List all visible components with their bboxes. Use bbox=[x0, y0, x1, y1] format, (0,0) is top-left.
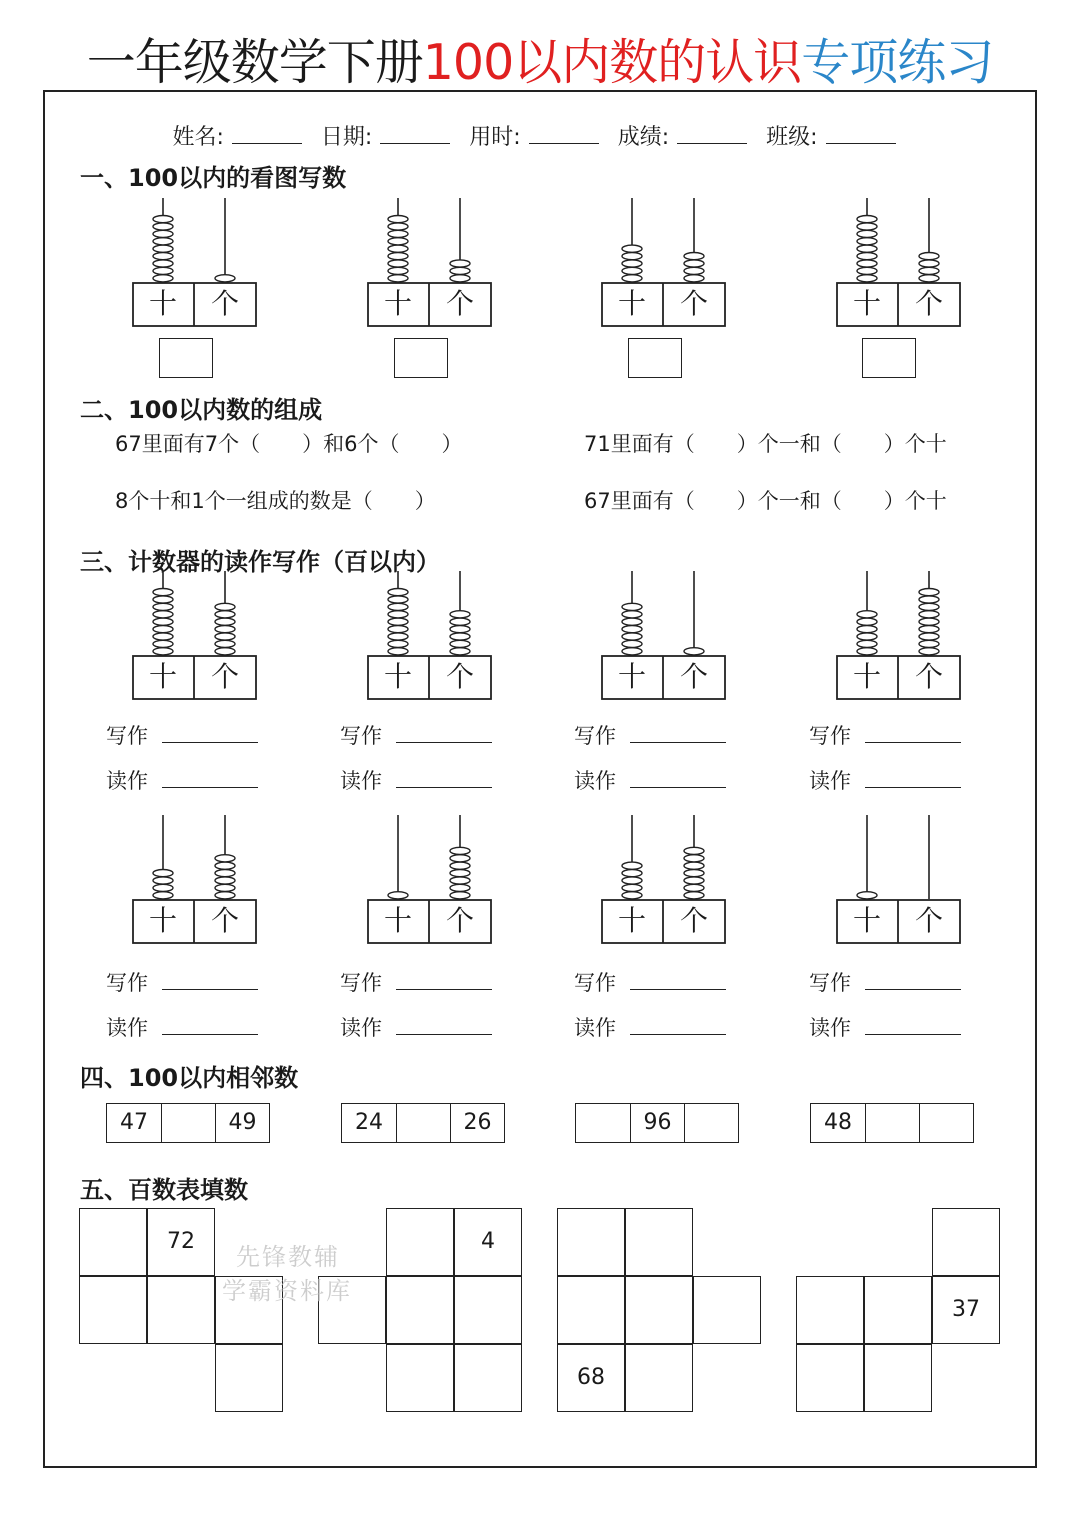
read-field bbox=[340, 1012, 492, 1042]
tens-bead bbox=[388, 633, 408, 640]
ones-bead bbox=[450, 275, 470, 282]
grid-cell[interactable] bbox=[796, 1344, 864, 1412]
write-field bbox=[106, 720, 258, 750]
ones-label: 个 bbox=[679, 660, 708, 693]
grid-cell-given: 68 bbox=[557, 1344, 625, 1412]
watermark bbox=[222, 1240, 352, 1308]
ones-bead bbox=[450, 260, 470, 267]
grid-cell[interactable] bbox=[454, 1344, 522, 1412]
tens-bead bbox=[153, 596, 173, 603]
neighbor-cell: 96 bbox=[630, 1104, 684, 1142]
tens-bead bbox=[622, 870, 642, 877]
composition-question-1: 67里面有7个（ ）和6个（ ） bbox=[115, 432, 463, 456]
tens-bead bbox=[622, 633, 642, 640]
tens-label: 十 bbox=[148, 287, 177, 320]
neighbor-group-3 bbox=[575, 1103, 739, 1143]
composition-question-3: 8个十和1个一组成的数是（ ） bbox=[115, 489, 436, 513]
write-label: 写作 bbox=[574, 971, 616, 995]
tens-bead bbox=[153, 223, 173, 230]
ones-label: 个 bbox=[210, 904, 239, 937]
ones-bead bbox=[684, 855, 704, 862]
tens-bead bbox=[153, 589, 173, 596]
write-answer-line[interactable] bbox=[396, 726, 492, 743]
tens-bead bbox=[388, 648, 408, 655]
read-field bbox=[809, 765, 961, 795]
tens-bead bbox=[153, 626, 173, 633]
tens-bead bbox=[153, 238, 173, 245]
tens-bead bbox=[622, 253, 642, 260]
grid-cell-given: 37 bbox=[932, 1276, 1000, 1344]
grid-cell-given: 72 bbox=[147, 1208, 215, 1276]
read-label: 读作 bbox=[574, 769, 616, 793]
tens-bead bbox=[388, 611, 408, 618]
read-answer-line[interactable] bbox=[865, 771, 961, 788]
tens-bead bbox=[388, 603, 408, 610]
title-part-practice: 专项练习 bbox=[801, 34, 994, 91]
tens-bead bbox=[153, 884, 173, 891]
ones-bead bbox=[215, 618, 235, 625]
grid-cell[interactable] bbox=[557, 1276, 625, 1344]
ones-bead bbox=[215, 611, 235, 618]
answer-box-4[interactable] bbox=[862, 338, 916, 378]
tens-bead bbox=[388, 589, 408, 596]
tens-bead bbox=[857, 275, 877, 282]
ones-bead bbox=[450, 862, 470, 869]
write-field bbox=[809, 967, 961, 997]
write-answer-line[interactable] bbox=[162, 973, 258, 990]
write-label: 写作 bbox=[340, 724, 382, 748]
answer-box-1[interactable] bbox=[159, 338, 213, 378]
tens-label: 十 bbox=[148, 660, 177, 693]
ones-bead bbox=[215, 626, 235, 633]
date-label: 日期: bbox=[320, 125, 373, 150]
grid-cell[interactable] bbox=[215, 1344, 283, 1412]
ones-bead bbox=[450, 855, 470, 862]
grid-cell[interactable] bbox=[557, 1208, 625, 1276]
composition-question-2: 71里面有（ ）个一和（ ）个十 bbox=[584, 432, 947, 456]
ones-label: 个 bbox=[914, 660, 943, 693]
watermark-line-1: 先锋教辅 bbox=[236, 1243, 340, 1271]
tens-label: 十 bbox=[617, 660, 646, 693]
tens-bead bbox=[388, 618, 408, 625]
read-answer-line[interactable] bbox=[162, 1018, 258, 1035]
ones-bead bbox=[919, 618, 939, 625]
ones-bead bbox=[450, 884, 470, 891]
read-label: 读作 bbox=[809, 1016, 851, 1040]
tens-bead bbox=[153, 611, 173, 618]
tens-bead bbox=[388, 223, 408, 230]
tens-bead bbox=[153, 877, 173, 884]
read-answer-line[interactable] bbox=[396, 771, 492, 788]
read-field bbox=[106, 765, 258, 795]
section2-heading: 二、100以内数的组成 bbox=[80, 396, 323, 424]
write-field bbox=[574, 720, 726, 750]
composition-question-4: 67里面有（ ）个一和（ ）个十 bbox=[584, 489, 947, 513]
write-label: 写作 bbox=[809, 724, 851, 748]
ones-bead bbox=[684, 275, 704, 282]
time-blank[interactable] bbox=[529, 125, 599, 144]
tens-bead bbox=[857, 648, 877, 655]
ones-bead bbox=[684, 892, 704, 899]
ones-bead bbox=[684, 260, 704, 267]
tens-bead bbox=[622, 884, 642, 891]
ones-bead bbox=[215, 603, 235, 610]
tens-bead bbox=[388, 230, 408, 237]
ones-label: 个 bbox=[445, 660, 474, 693]
tens-bead bbox=[622, 892, 642, 899]
date-blank[interactable] bbox=[380, 125, 450, 144]
grid-cell[interactable] bbox=[864, 1344, 932, 1412]
tens-bead bbox=[388, 245, 408, 252]
ones-bead bbox=[450, 870, 470, 877]
grid-cell[interactable] bbox=[386, 1344, 454, 1412]
read-answer-line[interactable] bbox=[865, 1018, 961, 1035]
write-label: 写作 bbox=[340, 971, 382, 995]
ones-bead bbox=[215, 892, 235, 899]
grid-cell[interactable] bbox=[625, 1208, 693, 1276]
ones-bead bbox=[450, 611, 470, 618]
time-label: 用时: bbox=[469, 125, 521, 150]
tens-label: 十 bbox=[852, 287, 881, 320]
neighbor-cell: 48 bbox=[824, 1110, 852, 1135]
tens-bead bbox=[857, 633, 877, 640]
tens-bead bbox=[388, 626, 408, 633]
grid-cell[interactable] bbox=[79, 1276, 147, 1344]
neighbor-cell: 26 bbox=[450, 1104, 504, 1142]
ones-label: 个 bbox=[445, 287, 474, 320]
ones-bead bbox=[215, 862, 235, 869]
ones-bead bbox=[684, 253, 704, 260]
tens-bead bbox=[388, 892, 408, 899]
tens-bead bbox=[388, 238, 408, 245]
ones-bead bbox=[215, 877, 235, 884]
ones-bead bbox=[215, 633, 235, 640]
ones-bead bbox=[684, 862, 704, 869]
neighbor-cell: 49 bbox=[215, 1104, 269, 1142]
watermark-line-2: 学霸资料库 bbox=[222, 1277, 352, 1305]
tens-bead bbox=[388, 596, 408, 603]
ones-bead bbox=[450, 648, 470, 655]
student-info-row bbox=[0, 120, 1080, 151]
tens-bead bbox=[388, 260, 408, 267]
write-answer-line[interactable] bbox=[630, 726, 726, 743]
tens-bead bbox=[388, 267, 408, 274]
ones-bead bbox=[450, 640, 470, 647]
write-field bbox=[340, 967, 492, 997]
tens-bead bbox=[153, 603, 173, 610]
title-part-topic: 100以内数的认识 bbox=[422, 34, 802, 91]
tens-label: 十 bbox=[617, 904, 646, 937]
section3-heading: 三、计数器的读作写作（百以内） bbox=[80, 548, 440, 576]
tens-bead bbox=[857, 611, 877, 618]
ones-bead bbox=[919, 267, 939, 274]
neighbor-group-1 bbox=[106, 1103, 270, 1143]
grid-cell[interactable] bbox=[625, 1344, 693, 1412]
tens-bead bbox=[622, 245, 642, 252]
tens-bead bbox=[857, 245, 877, 252]
grid-cell[interactable] bbox=[147, 1276, 215, 1344]
tens-bead bbox=[622, 618, 642, 625]
neighbor-group-2 bbox=[341, 1103, 505, 1143]
neighbor-cell[interactable] bbox=[865, 1104, 919, 1142]
read-label: 读作 bbox=[340, 1016, 382, 1040]
section1-heading: 一、100以内的看图写数 bbox=[80, 164, 347, 192]
write-answer-line[interactable] bbox=[865, 973, 961, 990]
tens-bead bbox=[153, 618, 173, 625]
ones-bead bbox=[450, 267, 470, 274]
write-label: 写作 bbox=[106, 971, 148, 995]
grid-cell[interactable] bbox=[693, 1276, 761, 1344]
tens-bead bbox=[153, 216, 173, 223]
read-label: 读作 bbox=[809, 769, 851, 793]
tens-bead bbox=[857, 223, 877, 230]
tens-label: 十 bbox=[383, 287, 412, 320]
neighbor-cell[interactable] bbox=[161, 1104, 215, 1142]
ones-label: 个 bbox=[679, 287, 708, 320]
tens-bead bbox=[388, 640, 408, 647]
read-label: 读作 bbox=[106, 1016, 148, 1040]
tens-bead bbox=[857, 640, 877, 647]
tens-bead bbox=[153, 633, 173, 640]
tens-label: 十 bbox=[617, 287, 646, 320]
ones-bead bbox=[215, 870, 235, 877]
grid-cell[interactable] bbox=[386, 1208, 454, 1276]
tens-bead bbox=[857, 253, 877, 260]
section5-heading: 五、百数表填数 bbox=[80, 1176, 248, 1204]
tens-bead bbox=[622, 648, 642, 655]
title-part-grade: 一年级数学下册 bbox=[86, 34, 423, 91]
section4-heading: 四、100以内相邻数 bbox=[80, 1064, 299, 1092]
ones-bead bbox=[450, 633, 470, 640]
grid-cell[interactable] bbox=[796, 1276, 864, 1344]
ones-label: 个 bbox=[210, 660, 239, 693]
write-label: 写作 bbox=[574, 724, 616, 748]
ones-bead bbox=[919, 633, 939, 640]
grid-cell[interactable] bbox=[386, 1276, 454, 1344]
name-label: 姓名: bbox=[172, 125, 224, 150]
tens-bead bbox=[622, 862, 642, 869]
name-blank[interactable] bbox=[232, 125, 302, 144]
grid-cell[interactable] bbox=[454, 1276, 522, 1344]
ones-bead bbox=[450, 877, 470, 884]
read-field bbox=[574, 765, 726, 795]
write-answer-line[interactable] bbox=[865, 726, 961, 743]
ones-label: 个 bbox=[679, 904, 708, 937]
write-answer-line[interactable] bbox=[162, 726, 258, 743]
read-label: 读作 bbox=[106, 769, 148, 793]
read-answer-line[interactable] bbox=[162, 771, 258, 788]
class-label: 班级: bbox=[766, 125, 818, 150]
tens-bead bbox=[153, 245, 173, 252]
ones-label: 个 bbox=[914, 287, 943, 320]
neighbor-group-4 bbox=[810, 1103, 974, 1143]
ones-bead bbox=[215, 275, 235, 282]
write-answer-line[interactable] bbox=[396, 973, 492, 990]
grid-cell[interactable] bbox=[864, 1276, 932, 1344]
grid-cell[interactable] bbox=[625, 1276, 693, 1344]
score-blank[interactable] bbox=[677, 125, 747, 144]
grid-cell[interactable] bbox=[932, 1208, 1000, 1276]
tens-bead bbox=[388, 216, 408, 223]
tens-bead bbox=[622, 275, 642, 282]
ones-bead bbox=[684, 870, 704, 877]
tens-bead bbox=[153, 260, 173, 267]
tens-bead bbox=[153, 275, 173, 282]
tens-bead bbox=[857, 618, 877, 625]
ones-bead bbox=[919, 260, 939, 267]
tens-bead bbox=[153, 648, 173, 655]
ones-bead bbox=[919, 589, 939, 596]
ones-bead bbox=[919, 611, 939, 618]
tens-bead bbox=[857, 216, 877, 223]
tens-bead bbox=[622, 267, 642, 274]
tens-bead bbox=[857, 260, 877, 267]
ones-bead bbox=[450, 892, 470, 899]
ones-label: 个 bbox=[914, 904, 943, 937]
read-field bbox=[574, 1012, 726, 1042]
tens-bead bbox=[153, 230, 173, 237]
ones-bead bbox=[215, 640, 235, 647]
read-answer-line[interactable] bbox=[396, 1018, 492, 1035]
ones-bead bbox=[684, 884, 704, 891]
grid-cell-given: 4 bbox=[454, 1208, 522, 1276]
tens-bead bbox=[153, 253, 173, 260]
ones-bead bbox=[919, 603, 939, 610]
grid-cell[interactable] bbox=[79, 1208, 147, 1276]
write-field bbox=[106, 967, 258, 997]
ones-bead bbox=[450, 847, 470, 854]
tens-label: 十 bbox=[383, 660, 412, 693]
ones-bead bbox=[215, 884, 235, 891]
score-label: 成绩: bbox=[617, 125, 670, 150]
tens-bead bbox=[622, 640, 642, 647]
neighbor-cell[interactable] bbox=[396, 1104, 450, 1142]
answer-box-2[interactable] bbox=[394, 338, 448, 378]
neighbor-cell: 24 bbox=[355, 1110, 383, 1135]
write-field bbox=[340, 720, 492, 750]
tens-bead bbox=[153, 892, 173, 899]
ones-bead bbox=[684, 648, 704, 655]
tens-bead bbox=[622, 260, 642, 267]
ones-bead bbox=[215, 855, 235, 862]
read-field bbox=[809, 1012, 961, 1042]
tens-bead bbox=[622, 603, 642, 610]
ones-bead bbox=[684, 847, 704, 854]
neighbor-cell[interactable] bbox=[576, 1104, 630, 1142]
read-answer-line[interactable] bbox=[630, 1018, 726, 1035]
tens-bead bbox=[388, 275, 408, 282]
write-label: 写作 bbox=[809, 971, 851, 995]
ones-bead bbox=[919, 640, 939, 647]
read-answer-line[interactable] bbox=[630, 771, 726, 788]
neighbor-cell[interactable] bbox=[919, 1104, 973, 1142]
tens-bead bbox=[153, 267, 173, 274]
ones-bead bbox=[919, 648, 939, 655]
tens-bead bbox=[622, 611, 642, 618]
tens-bead bbox=[857, 230, 877, 237]
page-title bbox=[0, 30, 1080, 96]
write-label: 写作 bbox=[106, 724, 148, 748]
tens-bead bbox=[622, 626, 642, 633]
ones-bead bbox=[919, 596, 939, 603]
ones-bead bbox=[919, 253, 939, 260]
tens-label: 十 bbox=[383, 904, 412, 937]
ones-bead bbox=[919, 275, 939, 282]
read-field bbox=[106, 1012, 258, 1042]
write-field bbox=[809, 720, 961, 750]
tens-bead bbox=[857, 892, 877, 899]
write-field bbox=[574, 967, 726, 997]
read-label: 读作 bbox=[574, 1016, 616, 1040]
tens-bead bbox=[857, 626, 877, 633]
neighbor-cell: 47 bbox=[120, 1110, 148, 1135]
tens-label: 十 bbox=[852, 660, 881, 693]
ones-bead bbox=[450, 626, 470, 633]
read-label: 读作 bbox=[340, 769, 382, 793]
tens-bead bbox=[857, 238, 877, 245]
read-field bbox=[340, 765, 492, 795]
class-blank[interactable] bbox=[826, 125, 896, 144]
ones-label: 个 bbox=[210, 287, 239, 320]
ones-label: 个 bbox=[445, 904, 474, 937]
ones-bead bbox=[919, 626, 939, 633]
ones-bead bbox=[450, 618, 470, 625]
ones-bead bbox=[684, 877, 704, 884]
tens-label: 十 bbox=[852, 904, 881, 937]
tens-label: 十 bbox=[148, 904, 177, 937]
tens-bead bbox=[622, 877, 642, 884]
tens-bead bbox=[153, 870, 173, 877]
write-answer-line[interactable] bbox=[630, 973, 726, 990]
tens-bead bbox=[388, 253, 408, 260]
neighbor-cell[interactable] bbox=[684, 1104, 738, 1142]
ones-bead bbox=[684, 267, 704, 274]
tens-bead bbox=[153, 640, 173, 647]
tens-bead bbox=[857, 267, 877, 274]
ones-bead bbox=[215, 648, 235, 655]
answer-box-3[interactable] bbox=[628, 338, 682, 378]
